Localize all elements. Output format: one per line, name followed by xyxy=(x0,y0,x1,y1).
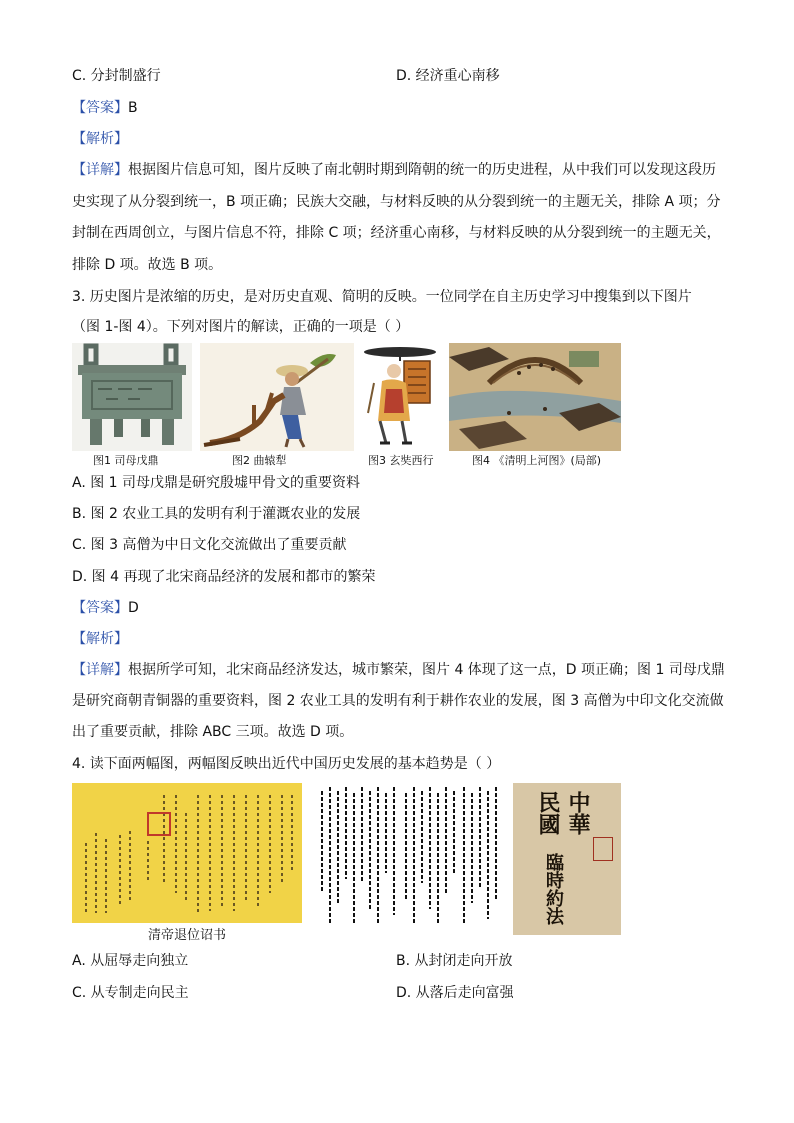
answer-value: D xyxy=(128,600,139,616)
detail-label: 【详解】 xyxy=(72,662,128,678)
q3-option-d: D. 图 4 再现了北宋商品经济的发展和都市的繁荣 xyxy=(72,569,376,585)
q2-detail-line-2: 史实现了从分裂到统一，B 项正确；民族大交融，与材料反映的从分裂到统一的主题无关，排除 A 项；分 xyxy=(72,194,721,210)
cover-seal xyxy=(593,837,613,861)
q3-option-c: C. 图 3 高僧为中日文化交流做出了重要贡献 xyxy=(72,537,347,553)
q4-option-c: C. 从专制走向民主 xyxy=(72,985,189,1001)
q4-option-a: A. 从屈辱走向独立 xyxy=(72,953,189,969)
detail-label: 【详解】 xyxy=(72,162,128,178)
fig1-caption: 图1 司母戊鼎 xyxy=(93,454,159,467)
q4-option-b: B. 从封闭走向开放 xyxy=(396,953,513,969)
q3-detail-line-3: 出了重要贡献，排除 ABC 三项。故选 D 项。 xyxy=(72,724,354,740)
q2-option-d: D. 经济重心南移 xyxy=(396,68,500,84)
q2-analysis-label xyxy=(72,129,128,149)
cover-title-linshi-yuefa: 臨時約法 xyxy=(543,853,564,925)
q3-analysis-label xyxy=(72,629,128,649)
detail-text: 根据图片信息可知，图片反映了南北朝时期到隋朝的统一的历史进程，从中我们可以发现这段历 xyxy=(128,162,716,178)
q2-detail-line-4: 排除 D 项。故选 B 项。 xyxy=(72,257,223,273)
q4-stem: 4. 读下面两幅图，两幅图反映出近代中国历史发展的基本趋势是（ ） xyxy=(72,756,501,772)
q4-constitution-text-image xyxy=(314,783,508,935)
answer-label: 【答案】 xyxy=(72,100,128,116)
q4-option-d: D. 从落后走向富强 xyxy=(396,985,514,1001)
q3-option-a: A. 图 1 司母戊鼎是研究殷墟甲骨文的重要资料 xyxy=(72,475,361,491)
q3-detail-line-2: 是研究商朝青铜器的重要资料，图 2 农业工具的发明有利于耕作农业的发展，图 3 高僧为中印文化交流做 xyxy=(72,693,724,709)
q3-stem-line-2: （图 1-图 4）。下列对图片的解读，正确的一项是（ ） xyxy=(72,319,410,335)
fig4-qingming-image xyxy=(449,343,621,451)
answer-value: B xyxy=(128,100,138,116)
analysis-label: 【解析】 xyxy=(72,131,128,147)
fig4-caption: 图4 《清明上河图》(局部) xyxy=(472,454,602,467)
q2-answer xyxy=(72,98,138,118)
fig3-caption: 图3 玄奘西行 xyxy=(368,454,434,467)
cover-title-minguo: 民國 xyxy=(535,791,561,835)
fig2-caption: 图2 曲辕犁 xyxy=(232,454,287,467)
q2-option-c: C. 分封制盛行 xyxy=(72,68,161,84)
q4-edict-caption: 清帝退位诏书 xyxy=(148,928,227,943)
fig2-plough-image xyxy=(200,343,354,451)
q4-constitution-cover-image xyxy=(513,783,621,935)
analysis-label: 【解析】 xyxy=(72,631,128,647)
q2-detail-line-1 xyxy=(72,160,716,180)
answer-label: 【答案】 xyxy=(72,600,128,616)
q3-answer xyxy=(72,598,139,618)
detail-text: 根据所学可知，北宋商品经济发达，城市繁荣，图片 4 体现了这一点，D 项正确；图 1 司母戊鼎 xyxy=(128,662,725,678)
fig3-xuanzang-image xyxy=(360,343,442,451)
fig1-ding-image xyxy=(72,343,192,451)
q3-option-b: B. 图 2 农业工具的发明有利于灌溉农业的发展 xyxy=(72,506,361,522)
q4-abdication-edict-image xyxy=(72,783,302,923)
q3-stem-line-1: 3. 历史图片是浓缩的历史，是对历史直观、简明的反映。一位同学在自主历史学习中搜集到以下图片 xyxy=(72,289,692,305)
q3-detail-line-1 xyxy=(72,660,725,680)
q2-detail-line-3: 封制在西周创立，与图片信息不符，排除 C 项；经济重心南移，与材料反映的从分裂到统一的主题无关， xyxy=(72,225,721,241)
cover-title-zhonghua: 中華 xyxy=(565,791,591,835)
